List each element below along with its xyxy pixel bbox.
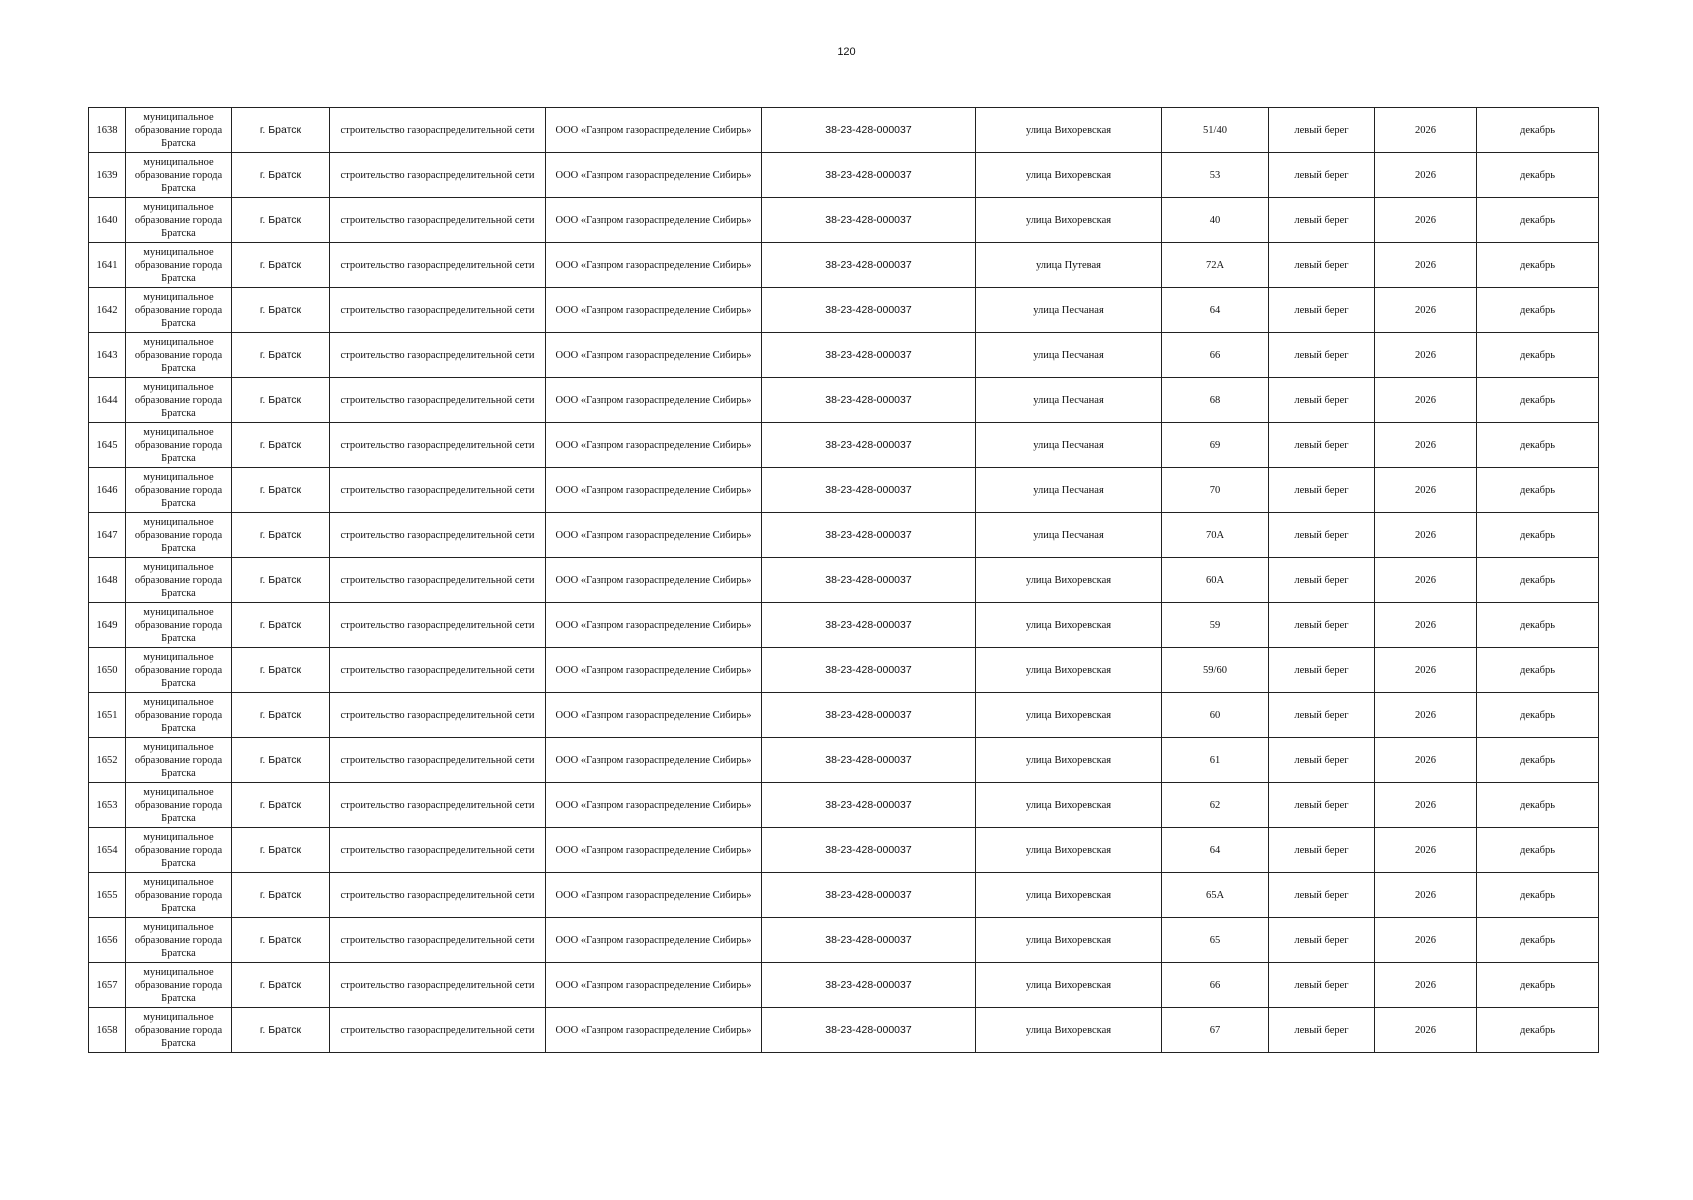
- work-type-cell: строительство газораспределительной сети: [330, 153, 546, 198]
- table-row: [89, 873, 1599, 918]
- house-number-cell: 53: [1162, 153, 1269, 198]
- street-cell: улица Вихоревская: [976, 108, 1162, 153]
- cadastral-number-cell: 38-23-428-000037: [762, 558, 976, 603]
- table-row: [89, 828, 1599, 873]
- municipality-cell: муниципальное образование города Братска: [126, 558, 232, 603]
- work-type-cell: строительство газораспределительной сети: [330, 828, 546, 873]
- registry-table-body: [89, 108, 1599, 1053]
- work-type-cell: строительство газораспределительной сети: [330, 243, 546, 288]
- street-cell: улица Песчаная: [976, 333, 1162, 378]
- organization-cell: ООО «Газпром газораспределение Сибирь»: [546, 288, 762, 333]
- organization-cell: ООО «Газпром газораспределение Сибирь»: [546, 828, 762, 873]
- work-type-cell: строительство газораспределительной сети: [330, 378, 546, 423]
- year-cell: 2026: [1375, 918, 1477, 963]
- organization-cell: ООО «Газпром газораспределение Сибирь»: [546, 1008, 762, 1053]
- house-number-cell: 62: [1162, 783, 1269, 828]
- table-row: [89, 378, 1599, 423]
- month-cell: декабрь: [1477, 153, 1599, 198]
- organization-cell: ООО «Газпром газораспределение Сибирь»: [546, 558, 762, 603]
- organization-cell: ООО «Газпром газораспределение Сибирь»: [546, 963, 762, 1008]
- organization-cell: ООО «Газпром газораспределение Сибирь»: [546, 243, 762, 288]
- house-number-cell: 68: [1162, 378, 1269, 423]
- area-cell: левый берег: [1269, 783, 1375, 828]
- street-cell: улица Песчаная: [976, 423, 1162, 468]
- row-number-cell: 1651: [89, 693, 126, 738]
- city-cell: г. Братск: [232, 963, 330, 1008]
- city-cell: г. Братск: [232, 828, 330, 873]
- city-cell: г. Братск: [232, 558, 330, 603]
- cadastral-number-cell: 38-23-428-000037: [762, 198, 976, 243]
- work-type-cell: строительство газораспределительной сети: [330, 468, 546, 513]
- year-cell: 2026: [1375, 198, 1477, 243]
- organization-cell: ООО «Газпром газораспределение Сибирь»: [546, 783, 762, 828]
- area-cell: левый берег: [1269, 963, 1375, 1008]
- city-cell: г. Братск: [232, 513, 330, 558]
- cadastral-number-cell: 38-23-428-000037: [762, 873, 976, 918]
- municipality-cell: муниципальное образование города Братска: [126, 198, 232, 243]
- municipality-cell: муниципальное образование города Братска: [126, 513, 232, 558]
- row-number-cell: 1657: [89, 963, 126, 1008]
- cadastral-number-cell: 38-23-428-000037: [762, 288, 976, 333]
- area-cell: левый берег: [1269, 558, 1375, 603]
- row-number-cell: 1649: [89, 603, 126, 648]
- street-cell: улица Вихоревская: [976, 828, 1162, 873]
- work-type-cell: строительство газораспределительной сети: [330, 558, 546, 603]
- table-row: [89, 513, 1599, 558]
- house-number-cell: 64: [1162, 288, 1269, 333]
- month-cell: декабрь: [1477, 333, 1599, 378]
- city-cell: г. Братск: [232, 468, 330, 513]
- year-cell: 2026: [1375, 603, 1477, 648]
- month-cell: декабрь: [1477, 648, 1599, 693]
- street-cell: улица Вихоревская: [976, 873, 1162, 918]
- month-cell: декабрь: [1477, 1008, 1599, 1053]
- year-cell: 2026: [1375, 693, 1477, 738]
- municipality-cell: муниципальное образование города Братска: [126, 963, 232, 1008]
- table-row: [89, 468, 1599, 513]
- year-cell: 2026: [1375, 738, 1477, 783]
- house-number-cell: 59/60: [1162, 648, 1269, 693]
- organization-cell: ООО «Газпром газораспределение Сибирь»: [546, 603, 762, 648]
- cadastral-number-cell: 38-23-428-000037: [762, 648, 976, 693]
- city-cell: г. Братск: [232, 153, 330, 198]
- area-cell: левый берег: [1269, 603, 1375, 648]
- municipality-cell: муниципальное образование города Братска: [126, 738, 232, 783]
- month-cell: декабрь: [1477, 423, 1599, 468]
- row-number-cell: 1644: [89, 378, 126, 423]
- city-cell: г. Братск: [232, 423, 330, 468]
- year-cell: 2026: [1375, 108, 1477, 153]
- organization-cell: ООО «Газпром газораспределение Сибирь»: [546, 873, 762, 918]
- street-cell: улица Вихоревская: [976, 603, 1162, 648]
- month-cell: декабрь: [1477, 108, 1599, 153]
- cadastral-number-cell: 38-23-428-000037: [762, 108, 976, 153]
- month-cell: декабрь: [1477, 738, 1599, 783]
- municipality-cell: муниципальное образование города Братска: [126, 243, 232, 288]
- year-cell: 2026: [1375, 783, 1477, 828]
- work-type-cell: строительство газораспределительной сети: [330, 603, 546, 648]
- table-row: [89, 648, 1599, 693]
- cadastral-number-cell: 38-23-428-000037: [762, 243, 976, 288]
- table-row: [89, 558, 1599, 603]
- year-cell: 2026: [1375, 243, 1477, 288]
- cadastral-number-cell: 38-23-428-000037: [762, 1008, 976, 1053]
- municipality-cell: муниципальное образование города Братска: [126, 873, 232, 918]
- table-row: [89, 918, 1599, 963]
- organization-cell: ООО «Газпром газораспределение Сибирь»: [546, 378, 762, 423]
- street-cell: улица Путевая: [976, 243, 1162, 288]
- year-cell: 2026: [1375, 558, 1477, 603]
- house-number-cell: 70: [1162, 468, 1269, 513]
- municipality-cell: муниципальное образование города Братска: [126, 288, 232, 333]
- month-cell: декабрь: [1477, 873, 1599, 918]
- work-type-cell: строительство газораспределительной сети: [330, 108, 546, 153]
- municipality-cell: муниципальное образование города Братска: [126, 378, 232, 423]
- month-cell: декабрь: [1477, 783, 1599, 828]
- city-cell: г. Братск: [232, 648, 330, 693]
- row-number-cell: 1650: [89, 648, 126, 693]
- year-cell: 2026: [1375, 828, 1477, 873]
- street-cell: улица Песчаная: [976, 378, 1162, 423]
- house-number-cell: 66: [1162, 963, 1269, 1008]
- month-cell: декабрь: [1477, 558, 1599, 603]
- table-row: [89, 108, 1599, 153]
- work-type-cell: строительство газораспределительной сети: [330, 1008, 546, 1053]
- area-cell: левый берег: [1269, 153, 1375, 198]
- area-cell: левый берег: [1269, 423, 1375, 468]
- street-cell: улица Песчаная: [976, 513, 1162, 558]
- house-number-cell: 66: [1162, 333, 1269, 378]
- year-cell: 2026: [1375, 513, 1477, 558]
- area-cell: левый берег: [1269, 828, 1375, 873]
- cadastral-number-cell: 38-23-428-000037: [762, 828, 976, 873]
- city-cell: г. Братск: [232, 873, 330, 918]
- organization-cell: ООО «Газпром газораспределение Сибирь»: [546, 468, 762, 513]
- organization-cell: ООО «Газпром газораспределение Сибирь»: [546, 153, 762, 198]
- municipality-cell: муниципальное образование города Братска: [126, 108, 232, 153]
- work-type-cell: строительство газораспределительной сети: [330, 288, 546, 333]
- table-row: [89, 243, 1599, 288]
- cadastral-number-cell: 38-23-428-000037: [762, 783, 976, 828]
- table-row: [89, 603, 1599, 648]
- street-cell: улица Вихоревская: [976, 783, 1162, 828]
- cadastral-number-cell: 38-23-428-000037: [762, 738, 976, 783]
- municipality-cell: муниципальное образование города Братска: [126, 1008, 232, 1053]
- house-number-cell: 59: [1162, 603, 1269, 648]
- municipality-cell: муниципальное образование города Братска: [126, 828, 232, 873]
- organization-cell: ООО «Газпром газораспределение Сибирь»: [546, 198, 762, 243]
- row-number-cell: 1638: [89, 108, 126, 153]
- municipality-cell: муниципальное образование города Братска: [126, 468, 232, 513]
- month-cell: декабрь: [1477, 963, 1599, 1008]
- city-cell: г. Братск: [232, 783, 330, 828]
- area-cell: левый берег: [1269, 333, 1375, 378]
- row-number-cell: 1655: [89, 873, 126, 918]
- city-cell: г. Братск: [232, 333, 330, 378]
- cadastral-number-cell: 38-23-428-000037: [762, 963, 976, 1008]
- table-row: [89, 693, 1599, 738]
- table-row: [89, 288, 1599, 333]
- work-type-cell: строительство газораспределительной сети: [330, 198, 546, 243]
- area-cell: левый берег: [1269, 243, 1375, 288]
- year-cell: 2026: [1375, 873, 1477, 918]
- city-cell: г. Братск: [232, 1008, 330, 1053]
- city-cell: г. Братск: [232, 378, 330, 423]
- month-cell: декабрь: [1477, 378, 1599, 423]
- area-cell: левый берег: [1269, 648, 1375, 693]
- organization-cell: ООО «Газпром газораспределение Сибирь»: [546, 738, 762, 783]
- street-cell: улица Вихоревская: [976, 153, 1162, 198]
- organization-cell: ООО «Газпром газораспределение Сибирь»: [546, 423, 762, 468]
- house-number-cell: 72А: [1162, 243, 1269, 288]
- municipality-cell: муниципальное образование города Братска: [126, 783, 232, 828]
- table-row: [89, 1008, 1599, 1053]
- table-row: [89, 423, 1599, 468]
- municipality-cell: муниципальное образование города Братска: [126, 918, 232, 963]
- work-type-cell: строительство газораспределительной сети: [330, 873, 546, 918]
- organization-cell: ООО «Газпром газораспределение Сибирь»: [546, 108, 762, 153]
- street-cell: улица Песчаная: [976, 288, 1162, 333]
- year-cell: 2026: [1375, 1008, 1477, 1053]
- table-row: [89, 333, 1599, 378]
- municipality-cell: муниципальное образование города Братска: [126, 693, 232, 738]
- organization-cell: ООО «Газпром газораспределение Сибирь»: [546, 693, 762, 738]
- house-number-cell: 61: [1162, 738, 1269, 783]
- cadastral-number-cell: 38-23-428-000037: [762, 603, 976, 648]
- month-cell: декабрь: [1477, 243, 1599, 288]
- house-number-cell: 51/40: [1162, 108, 1269, 153]
- area-cell: левый берег: [1269, 738, 1375, 783]
- house-number-cell: 60: [1162, 693, 1269, 738]
- cadastral-number-cell: 38-23-428-000037: [762, 378, 976, 423]
- city-cell: г. Братск: [232, 918, 330, 963]
- city-cell: г. Братск: [232, 108, 330, 153]
- city-cell: г. Братск: [232, 243, 330, 288]
- year-cell: 2026: [1375, 153, 1477, 198]
- area-cell: левый берег: [1269, 108, 1375, 153]
- row-number-cell: 1646: [89, 468, 126, 513]
- street-cell: улица Вихоревская: [976, 918, 1162, 963]
- cadastral-number-cell: 38-23-428-000037: [762, 918, 976, 963]
- street-cell: улица Вихоревская: [976, 1008, 1162, 1053]
- work-type-cell: строительство газораспределительной сети: [330, 783, 546, 828]
- month-cell: декабрь: [1477, 603, 1599, 648]
- month-cell: декабрь: [1477, 693, 1599, 738]
- area-cell: левый берег: [1269, 468, 1375, 513]
- house-number-cell: 65А: [1162, 873, 1269, 918]
- work-type-cell: строительство газораспределительной сети: [330, 423, 546, 468]
- month-cell: декабрь: [1477, 198, 1599, 243]
- house-number-cell: 65: [1162, 918, 1269, 963]
- year-cell: 2026: [1375, 468, 1477, 513]
- municipality-cell: муниципальное образование города Братска: [126, 153, 232, 198]
- row-number-cell: 1641: [89, 243, 126, 288]
- organization-cell: ООО «Газпром газораспределение Сибирь»: [546, 513, 762, 558]
- municipality-cell: муниципальное образование города Братска: [126, 603, 232, 648]
- month-cell: декабрь: [1477, 513, 1599, 558]
- cadastral-number-cell: 38-23-428-000037: [762, 513, 976, 558]
- area-cell: левый берег: [1269, 693, 1375, 738]
- house-number-cell: 70А: [1162, 513, 1269, 558]
- area-cell: левый берег: [1269, 378, 1375, 423]
- city-cell: г. Братск: [232, 603, 330, 648]
- cadastral-number-cell: 38-23-428-000037: [762, 468, 976, 513]
- month-cell: декабрь: [1477, 828, 1599, 873]
- house-number-cell: 40: [1162, 198, 1269, 243]
- cadastral-number-cell: 38-23-428-000037: [762, 423, 976, 468]
- row-number-cell: 1652: [89, 738, 126, 783]
- row-number-cell: 1654: [89, 828, 126, 873]
- month-cell: декабрь: [1477, 468, 1599, 513]
- year-cell: 2026: [1375, 333, 1477, 378]
- city-cell: г. Братск: [232, 288, 330, 333]
- row-number-cell: 1647: [89, 513, 126, 558]
- work-type-cell: строительство газораспределительной сети: [330, 333, 546, 378]
- work-type-cell: строительство газораспределительной сети: [330, 963, 546, 1008]
- table-row: [89, 738, 1599, 783]
- work-type-cell: строительство газораспределительной сети: [330, 513, 546, 558]
- work-type-cell: строительство газораспределительной сети: [330, 693, 546, 738]
- street-cell: улица Вихоревская: [976, 738, 1162, 783]
- row-number-cell: 1656: [89, 918, 126, 963]
- table-row: [89, 783, 1599, 828]
- row-number-cell: 1648: [89, 558, 126, 603]
- street-cell: улица Вихоревская: [976, 558, 1162, 603]
- month-cell: декабрь: [1477, 288, 1599, 333]
- registry-table: [88, 107, 1599, 1053]
- street-cell: улица Песчаная: [976, 468, 1162, 513]
- street-cell: улица Вихоревская: [976, 198, 1162, 243]
- year-cell: 2026: [1375, 963, 1477, 1008]
- row-number-cell: 1643: [89, 333, 126, 378]
- year-cell: 2026: [1375, 378, 1477, 423]
- table-row: [89, 153, 1599, 198]
- area-cell: левый берег: [1269, 873, 1375, 918]
- cadastral-number-cell: 38-23-428-000037: [762, 693, 976, 738]
- year-cell: 2026: [1375, 423, 1477, 468]
- row-number-cell: 1640: [89, 198, 126, 243]
- house-number-cell: 60А: [1162, 558, 1269, 603]
- table-row: [89, 198, 1599, 243]
- row-number-cell: 1645: [89, 423, 126, 468]
- area-cell: левый берег: [1269, 1008, 1375, 1053]
- work-type-cell: строительство газораспределительной сети: [330, 648, 546, 693]
- cadastral-number-cell: 38-23-428-000037: [762, 333, 976, 378]
- municipality-cell: муниципальное образование города Братска: [126, 423, 232, 468]
- street-cell: улица Вихоревская: [976, 693, 1162, 738]
- work-type-cell: строительство газораспределительной сети: [330, 918, 546, 963]
- area-cell: левый берег: [1269, 288, 1375, 333]
- row-number-cell: 1658: [89, 1008, 126, 1053]
- municipality-cell: муниципальное образование города Братска: [126, 333, 232, 378]
- municipality-cell: муниципальное образование города Братска: [126, 648, 232, 693]
- street-cell: улица Вихоревская: [976, 648, 1162, 693]
- house-number-cell: 69: [1162, 423, 1269, 468]
- month-cell: декабрь: [1477, 918, 1599, 963]
- organization-cell: ООО «Газпром газораспределение Сибирь»: [546, 918, 762, 963]
- organization-cell: ООО «Газпром газораспределение Сибирь»: [546, 648, 762, 693]
- street-cell: улица Вихоревская: [976, 963, 1162, 1008]
- row-number-cell: 1653: [89, 783, 126, 828]
- row-number-cell: 1642: [89, 288, 126, 333]
- work-type-cell: строительство газораспределительной сети: [330, 738, 546, 783]
- table-row: [89, 963, 1599, 1008]
- area-cell: левый берег: [1269, 918, 1375, 963]
- page-number: 120: [837, 46, 856, 58]
- year-cell: 2026: [1375, 288, 1477, 333]
- row-number-cell: 1639: [89, 153, 126, 198]
- organization-cell: ООО «Газпром газораспределение Сибирь»: [546, 333, 762, 378]
- year-cell: 2026: [1375, 648, 1477, 693]
- house-number-cell: 64: [1162, 828, 1269, 873]
- city-cell: г. Братск: [232, 693, 330, 738]
- area-cell: левый берег: [1269, 198, 1375, 243]
- area-cell: левый берег: [1269, 513, 1375, 558]
- house-number-cell: 67: [1162, 1008, 1269, 1053]
- cadastral-number-cell: 38-23-428-000037: [762, 153, 976, 198]
- city-cell: г. Братск: [232, 738, 330, 783]
- city-cell: г. Братск: [232, 198, 330, 243]
